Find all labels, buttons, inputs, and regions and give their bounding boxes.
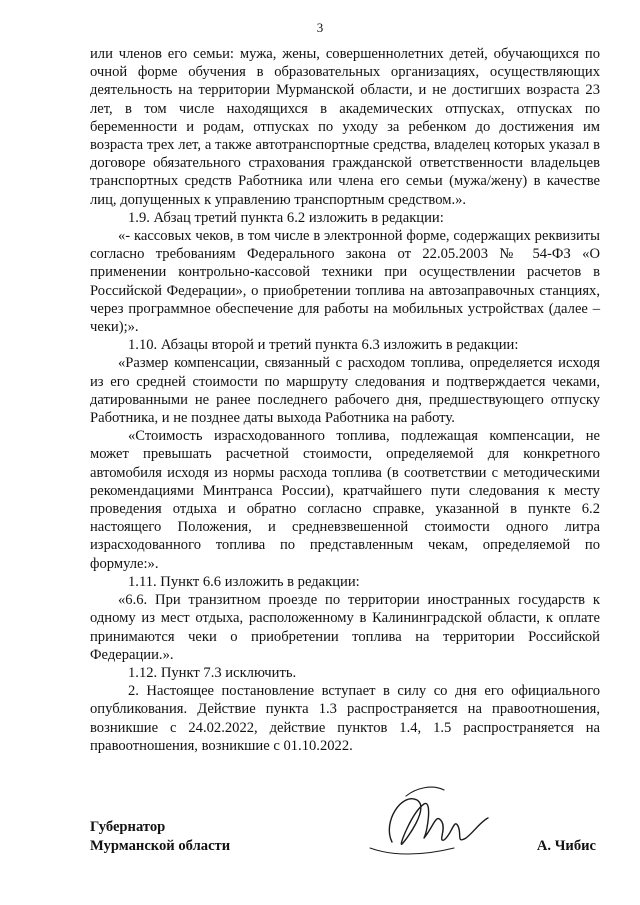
signatory-name: А. Чибис [536, 838, 596, 854]
paragraph-item-1-10: 1.10. Абзацы второй и третий пункта 6.3 изложить в редакции: [128, 337, 519, 354]
paragraph-item-2: 2. Настоящее постановление вступает в силу со дня его официального опубликования. Действие пункта 1.3 распространяется на правоотношения, возникшие с 24.02.2022, действие пунктов 1.4, 1.5 распространяется на правоотношения, возникшие с 01.10.2022. [90, 683, 600, 754]
signatory-title: Губернатор [90, 819, 166, 835]
document-body [90, 45, 600, 755]
page-number: 3 [316, 20, 324, 35]
signatory-position [90, 818, 230, 855]
paragraph-quote-transit: «6.6. При транзитном проезде по территории иностранных государств к одному из мест отдыха, расположенному в Калининградской области, к оплате принимаются чеки о приобретении топлива на территории Российской Федерации.». [90, 592, 600, 663]
signatory-region: Мурманской области [90, 837, 231, 854]
paragraph-quote-fuel-cost: «Стоимость израсходованного топлива, подлежащая компенсации, не может превышать расчетной стоимости, определяемой для конкретного автомобиля исходя из нормы расхода топлива (в соответствии с методическими рекомендациями Минтранса России), кратчайшего пути следования к месту проведения отдыха и обратно согласно справке, указанной в пункте 6.2 настоящего Положения, и средневзвешенной стоимости одного литра израсходованного топлива по представленным чекам, определяемой по формуле:». [90, 428, 600, 572]
paragraph-item-1-9: 1.9. Абзац третий пункта 6.2 изложить в редакции: [128, 209, 444, 226]
signature-block [90, 818, 600, 878]
paragraph-item-1-12: 1.12. Пункт 7.3 исключить. [128, 664, 297, 681]
paragraph-quote-compensation: «Размер компенсации, связанный с расходом топлива, определяется исходя из его средней стоимости по маршруту следования и подтверждается чеками, датированными не ранее последнего рабочего дня, предшествующего отпуску Работника, и не позднее даты выхода Работника на работу. [90, 355, 600, 427]
paragraph-quote-receipts: «- кассовых чеков, в том числе в электронной форме, содержащих реквизиты согласно требованиям Федерального закона от 22.05.2003 № 54-ФЗ «О применении контрольно-кассовой техники при осуществлении расчетов в Российской Федерации», о приобретении топлива на автозаправочных станциях, через программное обеспечение для работы на мобильных устройствах (далее – чеки);». [90, 228, 600, 336]
paragraph-continuation: или членов его семьи: мужа, жены, совершеннолетних детей, обучающихся по очной форме обучения в образовательных организациях, осуществляющих деятельность на территории Мурманской области, и не достигших возраста 23 лет, в том числе находящихся в академических отпусках, отпусках по беременности и родам, отпусках по уходу за ребенком до достижения им возраста трех лет, а также автотранспортные средства, владелец которых указал в договоре обязательного страхования гражданской ответственности владельцев транспортных средств Работника или члена его семьи (мужа/жену) в качестве лиц, допущенных к управлению транспортным средством.». [90, 46, 600, 208]
paragraph-item-1-11: 1.11. Пункт 6.6 изложить в редакции: [128, 573, 360, 590]
